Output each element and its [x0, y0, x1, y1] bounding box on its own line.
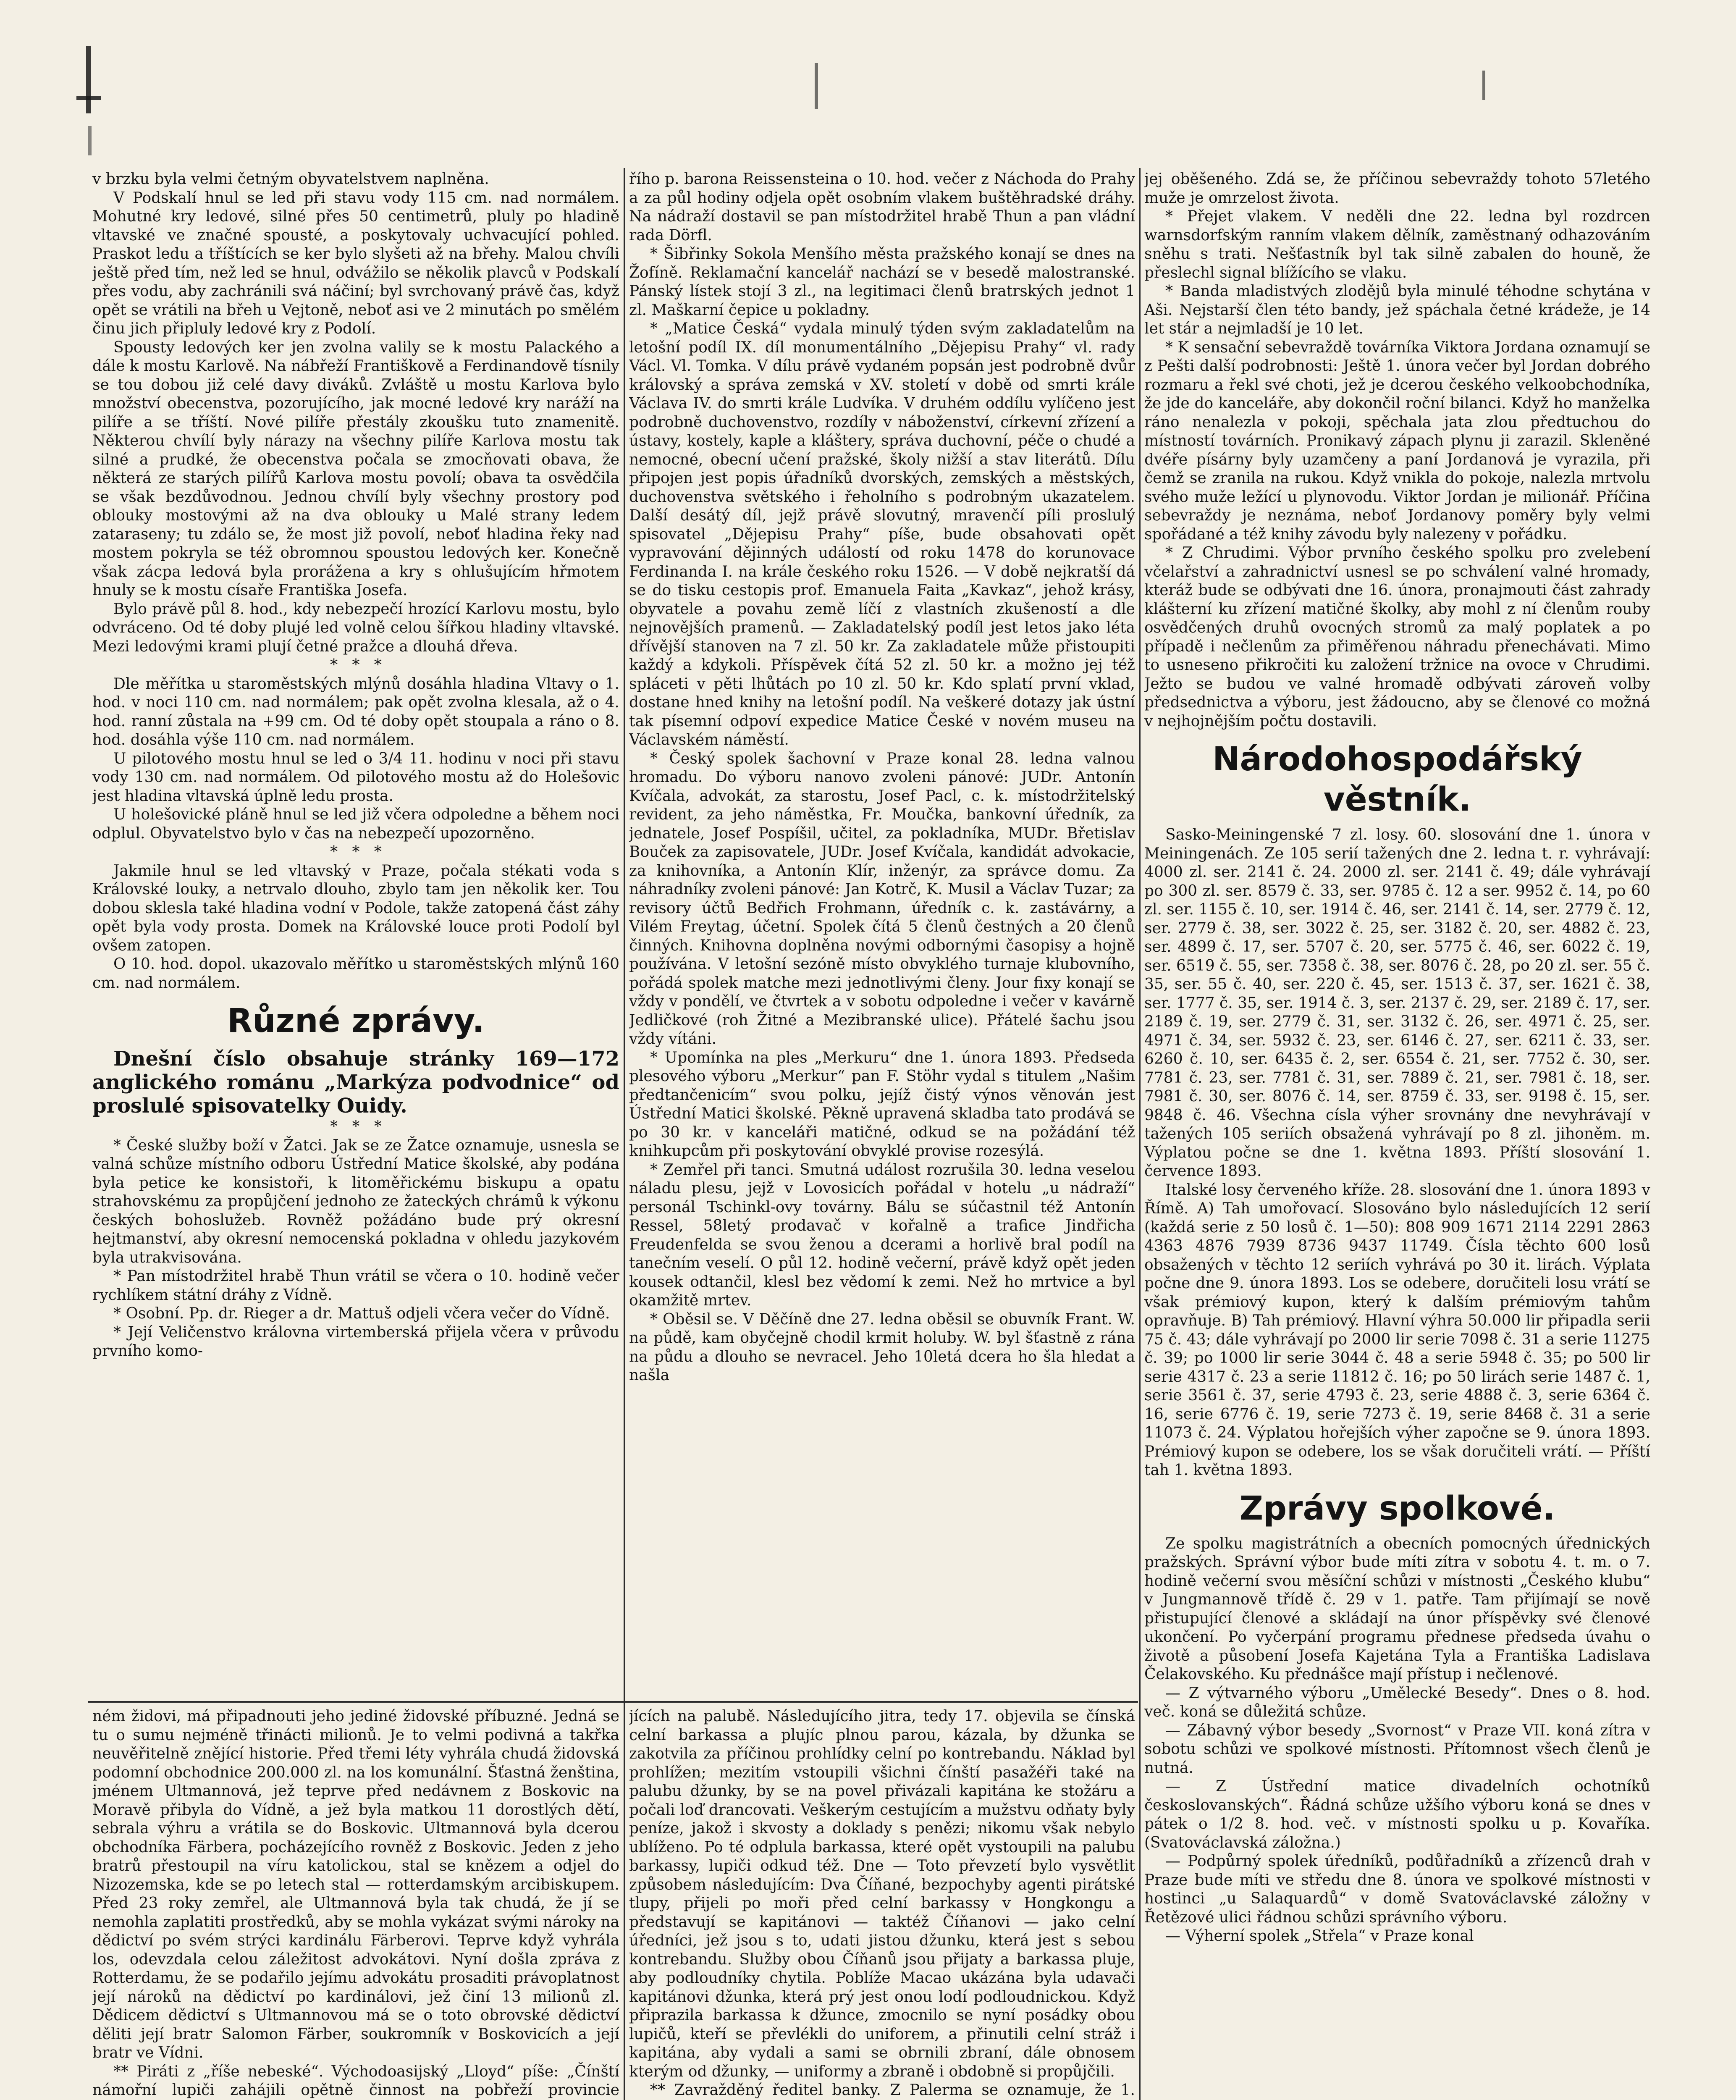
- column-rule: [1139, 168, 1141, 2100]
- article-text: ** Zavražděný ředitel banky. Z Palerma se oznamuje, že 1.: [650, 2082, 1135, 2099]
- article-text: — Podpůrný spolek úředníků, podůřadníků a zřízenců drah v Praze bude míti ve středu dne 8. února ve spolkové místnosti v hostinci „u Salaquardů“ v domě Svatováclavské záložny v Řetězové ulici řádnou schůzi správního výboru.: [1144, 1853, 1650, 1926]
- article-text: — Zábavný výbor besedy „Svornost“ v Praze VII. koná zítra v sobotu schůzi ve spolkové místnosti. Přítomnost všech členů je nutná.: [1144, 1722, 1650, 1777]
- column-1: [92, 170, 619, 1699]
- margin-stain: [76, 96, 101, 100]
- article-text: Italské losy červeného kříže. 28. slosování dne 1. února 1893 v Římě. A) Tah umořovací. Slosováno bylo následujících 12 serií (každá serie z 50 losů č. 1—50): 808 909 1671 2114 2291 2863 4363 4876 7939 8736 9437 11749. Čísla těchto 600 losů obsažených v těchto 12 seriích vyhrává po 30 it. lirách. Výplata počne dne 9. února 1893. Los se odebere, doručiteli losu vrátí se však prémiový kupon, který k dalším prémiovým tahům opravňuje. B) Tah prémiový. Hlavní výhra 50.000 lir připadla serii 75 č. 43; dále vyhrávají po 2000 lir serie 7098 č. 31 a serie 11275 č. 39; po 1000 lir serie 3044 č. 48 a serie 5948 č. 35; po 500 lir serie 4317 č. 23 a serie 11812 č. 16; po 50 lirách serie 1487 č. 1, serie 3561 č. 37, serie 4793 č. 23, serie 4888 č. 3, serie 6364 č. 16, serie 6776 č. 19, serie 7273 č. 19, serie 8468 č. 31 a serie 11073 č. 24. Výplatou hořejších výher započne se 9. února 1893. Prémiový kupon se odebere, los se však doručiteli vrátí. — Příští tah 1. května 1893.: [1144, 1181, 1650, 1479]
- article-text: * Upomínka na ples „Merkuru“ dne 1. února 1893. Předseda plesového výboru „Merkur“ pan F. Stöhr vydal s titulem „Našim předtančenicím“ svou polku, jejíž čistý výnos věnován jest Ústřední Matici školské. Pěkně upravená skladba tato prodává se po 30 kr. v kanceláři matičné, odkud se na požádání též knihkupcům při poskytování obvyklé provise rozesýlá.: [629, 1049, 1135, 1160]
- column-2: [629, 170, 1135, 1699]
- separator-stars: * * *: [330, 1118, 382, 1135]
- article-text: * Český spolek šachovní v Praze konal 28. ledna valnou hromadu. Do výboru nanovo zvoleni pánové: JUDr. Antonín Kvíčala, advokát, za starostu, Josef Pacl, c. k. místodržitelský revident, za jeho náměstka, Fr. Moučka, bankovní úředník, za jednatele, Josef Pospíšil, učitel, za pokladníka, MUDr. Břetislav Bouček za zapisovatele, JUDr. Josef Kvíčala, kandidát advokacie, za knihovníka, a Antonín Klír, inženýr, za správce domu. Za náhradníky zvoleni pánové: Jan Kotrč, K. Musil a Václav Tuzar; za revisory účtů Bedřich Frohmann, úředník c. k. zastávárny, a Vilém Freytag, účetní. Spolek čítá 5 členů čestných a 20 členů činných. Knihovna doplněna novými odbornými časopisy a hojně používána. V letošní sezóně místo obvyklého turnaje klubovního, pořádá spolek matche mezi jednotlivými členy. Jour fixy konají se vždy v pondělí, ve čtvrtek a v sobotu odpoledne i večer v kavárně Jedličkové (roh Žitné a Mezibranské ulice). Přátelé šachu jsou vždy vítáni.: [629, 750, 1135, 1047]
- section-heading-ruzne-zpravy: Různé zprávy.: [227, 1002, 485, 1040]
- column-2-lower: [629, 1707, 1135, 2100]
- article-text: — Výherní spolek „Střela“ v Praze konal: [1165, 1927, 1474, 1945]
- article-text: ** Piráti z „říše nebeské“. Východoasijský „Lloyd“ píše: „Čínští námořní lupiči zahájili opětně činnost na pobřeží provincie: [92, 2063, 619, 2099]
- column-rule: [624, 168, 625, 2100]
- article-text: jících na palubě. Následujícího jitra, tedy 17. objevila se čínská celní barkassa a plujíc plnou parou, kázala, by džunka se zakotvila za příčinou prohlídky celní po kontrebandu. Náklad byl prohlížen; mezitím vstoupili všichni čínští pasažéři také na palubu džunky, by se na povel přivázali kapitána ke stožáru a počali loď drancovati. Veškerým cestujícím a mužstvu odňaty byly peníze, jakož i skvosty a doklady s penězi; nikomu však nebylo ublíženo. Po té odplula barkassa, které opět vystoupili na palubu barkassy, lupiči odkud též. Dne — Toto převzetí bylo vysvětlit způsobem následujícím: Dva Číňané, bezpochyby agenti pirátské tlupy, přijeli po moři před celní barkassy v Hongkongu a představují se kapitánovi — taktéž Číňanovi — jako celní úředníci, jež jsou s to, udati jistou džunku, která jest s sebou kontrebandu. Služby obou Číňanů jsou přijaty a barkassa pluje, aby podloudníky chytila. Poblíže Macao ukázána byla udavači kapitánovi džunka, která prý jest onou lodí podloudnickou. Když připrazila barkassa k džunce, zmocnilo se nyní posádky obou lupičů, kteří se převlékli do uniforem, a přinutili celní stráž i kapitána, aby vydali a sami se obrnili zbraní, dále obnosem kterým od džunky, — uniformy a zbraně i obdobně si propůjčili.: [629, 1708, 1135, 2080]
- section-rule: [88, 1701, 1138, 1703]
- section-heading-narodohospodarsky-vestnik: Národohospodářský věstník.: [1212, 740, 1582, 819]
- article-text: * Přejet vlakem. V neděli dne 22. ledna byl rozdrcen warnsdorfským ranním vlakem dělník, zaměstnaný odhazováním sněhu s trati. Nešťastník byl tak silně zabalen do houně, že přeslechl signal blížícího se vlaku.: [1144, 208, 1650, 281]
- margin-stain: [86, 46, 91, 113]
- article-text: Bylo právě půl 8. hod., kdy nebezpečí hrozící Karlovu mostu, bylo odvráceno. Od té doby plujé led volně celou šířkou hladiny vltavské. Mezi ledovými krami plují četné pražce a dlouhá dřeva.: [92, 600, 619, 655]
- article-lead: Dnešní číslo obsahuje stránky 169—172 anglického románu „Markýza podvodnice“ od proslulé spisovatelky Ouidy.: [92, 1047, 619, 1118]
- article-text: jej oběšeného. Zdá se, že příčinou sebevraždy tohoto 57letého muže je omrzelost života.: [1144, 171, 1650, 207]
- article-text: O 10. hod. dopol. ukazovalo měřítko u staroměstských mlýnů 160 cm. nad normálem.: [92, 956, 619, 992]
- article-text: Spousty ledových ker jen zvolna valily se k mostu Palackého a dále k mostu Karlově. Na nábřeží Františkově a Ferdinandově tísnily se tou dobou již celé davy diváků. Zvláště u mostu Karlova bylo množství obecenstva, pozorujícího, jak mocné ledové kry naráží na pilíře a se tříští. Nové pilíře přestály zkoušku tuto znamenitě. Některou chvílí byly nárazy na všechny pilíře Karlova mostu tak silné a prudké, že obecenstva počala se zmocňovati obava, že některá ze starých pilířů Karlova mostu povolí; obava ta osvědčila se však bezdůvodnou. Jednou chvílí byly všechny prostory pod oblouky mostovými až na dva oblouky u Malé strany ledem zataraseny; tu zdálo se, že most již povolí, neboť hladina řeky nad mostem pokryla se též obromnou spoustou ledových ker. Konečně však zácpa ledová byla prorážena a kry s ohlušujícím hřmotem hnuly se k mostu císaře Františka Josefa.: [92, 339, 619, 599]
- article-text: Jakmile hnul se led vltavský v Praze, počala stékati voda s Královské louky, a netrvalo dlouho, zbylo tam jen několik ker. Tou dobou sklesla také hladina vodní v Podole, takže zatopená část záhy opět byla vody prosta. Domek na Královské louce proti Podolí byl ovšem zatopen.: [92, 862, 619, 954]
- column-1-lower: [92, 1707, 619, 2100]
- article-text: řího p. barona Reissensteina o 10. hod. večer z Náchoda do Prahy a za půl hodiny odjela opět osobním vlakem buštěhradské dráhy. Na nádraží dostavil se pan místodržitel hrabě Thun a pan vládní rada Dörfl.: [629, 171, 1135, 244]
- article-text: U pilotového mostu hnul se led o 3/4 11. hodinu v noci při stavu vody 130 cm. nad normálem. Od pilotového mostu až do Holešovic jest hladina vltavská úplně ledu prosta.: [92, 750, 619, 805]
- article-text: * Osobní. Pp. dr. Rieger a dr. Mattuš odjeli včera večer do Vídně.: [113, 1305, 610, 1322]
- article-text: * Oběsil se. V Děčíně dne 27. ledna oběsil se obuvník Frant. W. na půdě, kam obyčejně chodil krmit holuby. W. byl šťastně z rána na půdu a dlouho se nevracel. Jeho 10letá dcera ho šla hledat a našla: [629, 1310, 1135, 1384]
- article-text: U holešovické pláně hnul se led již včera odpoledne a během noci odplul. Obyvatelstvo bylo v čas na nebezpečí upozorněno.: [92, 806, 619, 842]
- margin-stain: [815, 63, 818, 109]
- article-text: Sasko-Meiningenské 7 zl. losy. 60. slosování dne 1. února v Meiningenách. Ze 105 serií tažených dne 2. ledna t. r. vyhrávají: 4000 zl. ser. 2141 č. 24. 2000 zl. ser. 2141 č. 49; dále vyhrávají po 300 zl. ser. 8579 č. 33, ser. 9785 č. 12 a ser. 9952 č. 14, po 60 zl. ser. 1155 č. 10, ser. 1914 č. 46, ser. 2141 č. 14, ser. 2779 č. 12, ser. 2779 č. 38, ser. 3022 č. 25, ser. 3182 č. 20, ser. 4882 č. 23, ser. 4899 č. 17, ser. 5707 č. 20, ser. 5775 č. 46, ser. 6022 č. 19, ser. 6519 č. 55, ser. 7358 č. 38, ser. 8076 č. 28, po 20 zl. ser. 55 č. 35, ser. 55 č. 40, ser. 220 č. 45, ser. 1513 č. 37, ser. 1621 č. 38, ser. 1777 č. 35, ser. 1914 č. 3, ser. 2137 č. 29, ser. 2189 č. 17, ser. 2189 č. 19, ser. 2779 č. 31, ser. 3132 č. 26, ser. 4971 č. 25, ser. 4971 č. 34, ser. 5932 č. 23, ser. 6146 č. 27, ser. 6211 č. 33, ser. 6260 č. 10, ser. 6435 č. 2, ser. 6554 č. 21, ser. 7752 č. 30, ser. 7781 č. 23, ser. 7781 č. 31, ser. 7889 č. 21, ser. 7981 č. 18, ser. 7981 č. 30, ser. 8076 č. 14, ser. 8759 č. 33, ser. 9198 č. 15, ser. 9848 č. 46. Všechna císla výher srovnány dne nevyhrávají v tažených 105 seriích obsažená vyhrávají po 8 zl. jihoněm. m. Výplatou počne se dne 1. května 1893. Příští slosování 1. července 1893.: [1144, 826, 1650, 1180]
- article-text: Dle měřítka u staroměstských mlýnů dosáhla hladina Vltavy o 1. hod. v noci 110 cm. nad normálem; pak opět zvolna klesala, až o 4. hod. ranní zůstala na +99 cm. Od té doby opět stoupala a ráno o 8. hod. dosáhla výše 110 cm. nad normálem.: [92, 675, 619, 748]
- article-text: * Z Chrudimi. Výbor prvního českého spolku pro zvelebení včelařství a zahradnictví usnesl se po schválení valné hromady, kteráž bude se odbývati dne 16. února, pronajmouti část zahrady klášterní ku zřízení matičné školky, aby mohl z ní členům rouby osvědčených druhů ovocných stromů za malý poplatek a po případě i nečlenům za přiměřenou náhradu přenechávati. Mimo to usneseno přikročiti ku založení tržnice na ovoce v Chrudimi. Ježto se budou ve valné hromadě odbývati zároveň volby předsednictva a výboru, jest žádoucno, aby se členové co možná v nejhojnějším počtu dostavili.: [1144, 544, 1650, 730]
- article-text: * Její Veličenstvo královna virtemberská přijela včera v průvodu prvního komo-: [92, 1323, 619, 1360]
- separator-stars: * * *: [330, 843, 382, 861]
- article-text: Ze spolku magistrátních a obecních pomocných úřednických pražských. Správní výbor bude míti zítra v sobotu 4. t. m. o 7. hodině večerní svou měsíční schůzi v místnosti „Českého klubu“ v Jungmannově třídě č. 29 v 1. patře. Tam přijímají se nově přistupující členové a skládají na únor příspěvky své členové ukončení. Po vyčerpání programu přednese předseda úvahu o životě a působení Josefa Kajetána Tyla a Františka Ladislava Čelakovského. Ku přednášce mají přístup i nečlenové.: [1144, 1535, 1650, 1683]
- article-text: * Pan místodržitel hrabě Thun vrátil se včera o 10. hodině večer rychlíkem státní dráhy z Vídně.: [92, 1268, 619, 1304]
- article-text: * Šibřinky Sokola Menšího města pražského konají se dnes na Žofíně. Reklamační kancelář nachází se v besedě malostranské. Pánský lístek stojí 3 zl., na legitimaci členů bratrských jednot 1 zl. Maškarní čepice u pokladny.: [629, 245, 1135, 319]
- article-text: v brzku byla velmi četným obyvatelstvem naplněna.: [92, 171, 489, 188]
- article-text: ném židovi, má připadnouti jeho jediné židovské příbuzné. Jedná se tu o sumu nejméně třinácti milionů. Je to velmi podivná a takřka neuvěřitelně znějící historie. Před třemi léty vyhrála chudá židovská podomní obchodnice 200.000 zl. na los komunální. Šťastná ženština, jménem Ultmannová, jež teprve před nedávnem z Boskovic na Moravě přibyla do Vídně, a jež byla matkou 11 dorostlých dětí, sebrala výhru a vrátila se do Boskovic. Ultmannová byla dcerou obchodníka Färbera, pocházejícího rovněž z Boskovic. Jeden z jeho bratrů přestoupil na víru katolickou, stal se knězem a odjel do Nizozemska, kde se po letech stal — rotterdamským arcibiskupem. Před 23 roky zemřel, ale Ultmannová byla tak chudá, že jí se nemohla zaplatiti prostředků, aby se mohla vykázat svými nároky na dědictví po svém strýci kardinálu Färberovi. Teprve když vyhrála los, odevzdala celou záležitost advokátovi. Nyní došla zpráva z Rotterdamu, že se podařilo jejímu advokátu prosaditi právoplatnost její nároků na dědictví po kardinálovi, jež činí 13 milionů zl. Dědicem dědictví s Ultmannovou má se o toto obrovské dědictví děliti její bratr Salomon Färber, soukromník v Boskovicích a její bratr ve Vídni.: [92, 1708, 619, 2061]
- separator-stars: * * *: [330, 656, 382, 674]
- article-text: — Z Ústřední matice divadelních ochotníků českoslovanských“. Řádná schůze užšího výboru koná se dnes v pátek o 1/2 8. hod. več. v místnosti spolku u p. Kovaříka. (Svatováclavská záložna.): [1144, 1778, 1650, 1851]
- article-text: — Z výtvarného výboru „Umělecké Besedy“. Dnes o 8. hod. več. koná se důležitá schůze.: [1144, 1684, 1650, 1720]
- article-text: * „Matice Česká“ vydala minulý týden svým zakladatelům na letošní podíl IX. díl monumentálního „Dějepisu Prahy“ vl. rady Václ. Vl. Tomka. V dílu právě vydaném popsán jest podrobně dvůr královský a správa zemská v XV. století v době od smrti krále Václava IV. do smrti krále Ludvíka. V druhém oddílu vylíčeno jest podrobně duchovenstvo, rozdíly v náboženství, církevní zřízení a ústavy, kostely, kaple a kláštery, správa duchovní, péče o chudé a nemocné, obecní učení pražské, školy nižší a stav literátů. Dílu připojen jest popis úřadníků dvorských, zemských a městských, duchovenstva světského i řeholního s podrobným ukazatelem. Další desátý díl, jejž právě slovutný, mravenčí píli proslulý spisovatel „Dějepisu Prahy“ píše, bude obsahovati opět vypravování dějinných událostí od roku 1478 do korunovace Ferdinanda I. na krále českého roku 1526. — V době nejkratší dá se do tisku cestopis prof. Emanuela Faita „Kavkaz“, jehož krásy, obyvatele a povahu země líčí z vlastních zkušeností a dle nejnovějších pramenů. — Zakladatelský podíl jest letos jako léta dřívější stanoven na 7 zl. 50 kr. Za zakladatele může přistoupiti každý a kdykoli. Příspěvek čítá 52 zl. 50 kr. a možno jej též spláceti v pěti lhůtách po 10 zl. 50 kr. Kdo splatí první vklad, dostane hned knihy na letošní podíl. Na veškeré dotazy jak ústní tak písemní odpoví expedice Matice České v novém museu na Václavském náměstí.: [629, 320, 1135, 748]
- article-text: * Banda mladistvých zlodějů byla minulé téhodne schytána v Aši. Nejstarší člen této bandy, jež spáchala četné krádeže, je 14 let stár a nejmladší je 10 let.: [1144, 283, 1650, 337]
- margin-stain: [88, 126, 92, 155]
- article-text: * Zemřel při tanci. Smutná událost rozrušila 30. ledna veselou náladu plesu, jejž v Lovosicích pořádal v hotelu „u nádraží“ personál Tschinkl-ovy továrny. Bálu se súčastnil též Antonín Ressel, 58letý prodavač v kořalně a trafice Jindřicha Freudenfelda se svou ženou a dcerami a horlivě bral podíl na tanečním veselí. O půl 12. hodině večerní, právě když opět jeden kousek odtančil, klesl bez vědomí k zemi. Než ho mrtvice a byl okamžitě mrtev.: [629, 1161, 1135, 1309]
- section-heading-zpravy-spolkove: Zprávy spolkové.: [1239, 1489, 1555, 1528]
- column-3: [1144, 170, 1650, 2100]
- article-text: * K sensační sebevraždě továrníka Viktora Jordana oznamují se z Pešti další podrobnosti: Ještě 1. února večer byl Jordan dobrého rozmaru a řekl své choti, jež je dcerou českého velkoobchodníka, že jde do kanceláře, aby dokončil roční bilanci. Když ho manželka ráno nenalezla v pokoji, spěchala jata zlou předtuchou do místností továrních. Pronikavý zápach plynu ji zarazil. Skleněné dvéře písárny byly uzamčeny a paní Jordanová je vyrazila, při čemž se zranila na rukou. Když vnikla do pokoje, nalezla mrtvolu svého muže ležící u plynovodu. Viktor Jordan je milionář. Příčina sebevraždy je neznáma, neboť Jordanovy poměry byly velmi spořádané a též knihy závodu byly nalezeny v pořádku.: [1144, 339, 1650, 543]
- margin-stain: [1482, 71, 1485, 100]
- article-text: V Podskalí hnul se led při stavu vody 115 cm. nad normálem. Mohutné kry ledové, silné přes 50 centimetrů, pluly po hladině vltavské ve značné spousté, a poskytovaly uchvacující pohled. Praskot ledu a tříštících se ker bylo slyšeti až na břehy. Malou chvíli ještě před tím, než led se hnul, odvážilo se několik plavců v Podskalí přes vodu, aby zachránili svá náčiní; byl svrchovaný právě čas, když opět se vrátili na břeh u Vejtoně, neboť asi ve 2 minutách po smělém činu jich připluly ledové kry z Podolí.: [92, 189, 619, 337]
- article-text: * České služby boží v Žatci. Jak se ze Žatce oznamuje, usnesla se valná schůze místního odboru Ústřední Matice školské, aby podána byla petice ke konsistoři, k litoměřickému biskupu a opatu strahovskému za propůjčení jednoho ze žateckých chrámů k výkonu českých bohoslužeb. Rovněž požádáno bude prý okresní hejtmanství, aby okresní nemocenská pokladna v ohledu jazykovém byla utrakvisována.: [92, 1137, 619, 1266]
